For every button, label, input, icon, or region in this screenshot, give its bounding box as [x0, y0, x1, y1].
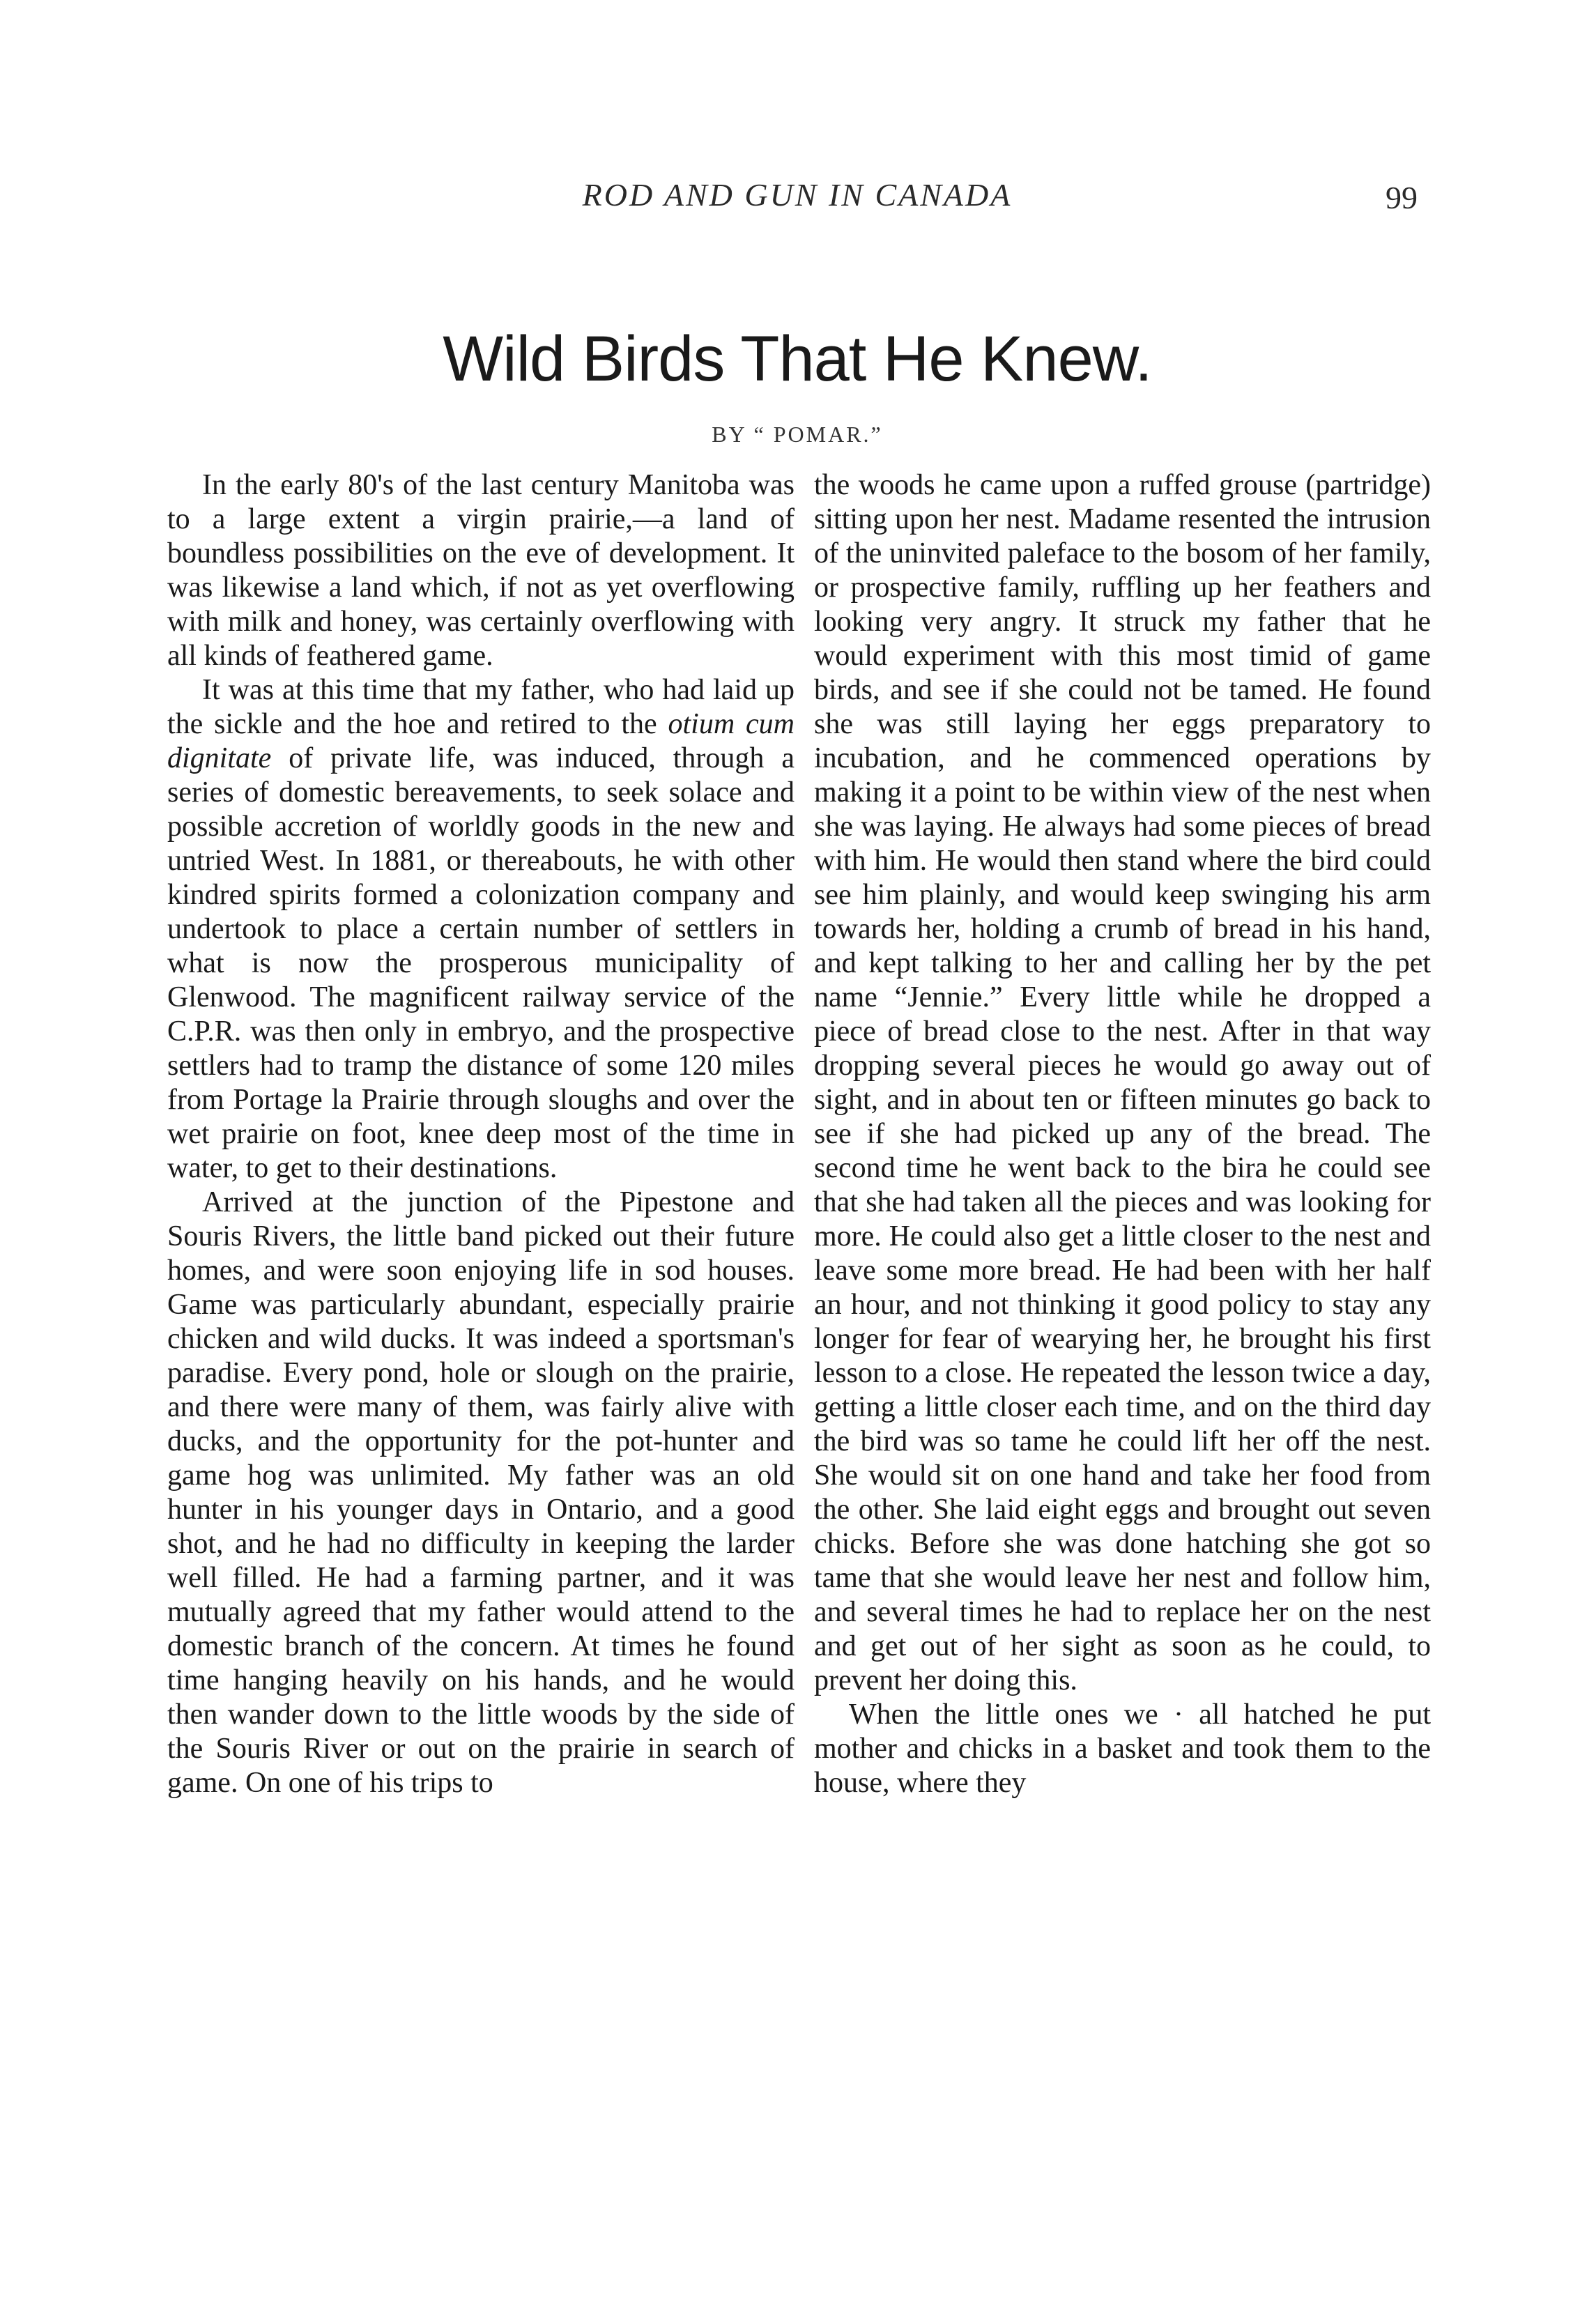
- paragraph-4: the woods he came upon a ruffed grouse (partridge) sitting upon her nest. Madame resented the intrusion of the uninvited paleface to the bosom of her family, or prospective family, ruffling up her feathers and looking very angry. It struck my father that he would experiment with this most timid of game birds, and see if she could not be tamed. He found she was still laying her eggs preparatory to incubation, and he commenced operations by making it a point to be within view of the nest when she was laying. He always had some pieces of bread with him. He would then stand where the bird could see him plainly, and would keep swinging his arm towards her, holding a crumb of bread in his hand, and kept talking to her and calling her by the pet name “Jennie.” Every little while he dropped a piece of bread close to the nest. After in that way dropping several pieces he would go away out of sight, and in about ten or fifteen minutes go back to see if she had picked up any of the bread. The second time he went back to the bira he could see that she had taken all the pieces and was looking for more. He could also get a little closer to the nest and leave some more bread. He had been with her half an hour, and not thinking it good policy to stay any longer for fear of wearying her, he brought his first lesson to a close. He repeated the lesson twice a day, getting a little closer each time, and on the third day the bird was so tame he could lift her off the nest. She would sit on one hand and take her food from the other. She laid eight eggs and brought out seven chicks. Before she was done hatching she got so tame that she would leave her nest and follow him, and several times he had to replace her on the nest and get out of her sight as soon as he could, to prevent her doing this.: [814, 469, 1431, 1696]
- left-column: [167, 468, 795, 1800]
- paragraph-5: When the little ones we · all hatched he put mother and chicks in a basket and took them to the house, where they: [814, 1699, 1431, 1799]
- paragraph-3: Arrived at the junction of the Pipestone and Souris Rivers, the little band picked out their future homes, and were soon enjoying life in sod houses. Game was particularly abundant, especially prairie chicken and wild ducks. It was indeed a sportsman's paradise. Every pond, hole or slough on the prairie, and there were many of them, was fairly alive with ducks, and the opportunity for the pot-hunter and game hog was unlimited. My father was an old hunter in his younger days in Ontario, and a good shot, and he had no difficulty in keeping the larder well filled. He had a farming partner, and it was mutually agreed that my father would attend to the domestic branch of the concern. At times he found time hanging heavily on his hands, and he would then wander down to the little woods by the side of the Souris River or out on the prairie in search of game. On one of his trips to: [167, 1186, 795, 1799]
- right-column: [814, 468, 1431, 1800]
- page-number: 99: [1386, 180, 1418, 215]
- paragraph-1: In the early 80's of the last century Manitoba was to a large extent a virgin prairie,—a land of boundless possibilities on the eve of development. It was likewise a land which, if not as yet overflowing with milk and honey, was certainly overflowing with all kinds of feathered game.: [167, 469, 795, 672]
- paragraph-2: [167, 673, 795, 1186]
- paragraph-2-text-after: of private life, was induced, through a series of domestic bereavements, to seek solace and possible accretion of worldly goods in the new and untried West. In 1881, or thereabouts, he with other kindred spirits formed a colonization company and undertook to place a certain number of settlers in what is now the prosperous municipality of Glenwood. The magnificent railway service of the C.P.R. was then only in embryo, and the prospective settlers had to tramp the distance of some 120 miles from Portage la Prairie through sloughs and over the wet prairie on foot, knee deep most of the time in water, to get to their destinations.: [167, 742, 795, 1184]
- paragraph-2-text-before: It was at this time that my father, who had laid up the sickle and the hoe and retired to the: [167, 674, 795, 740]
- journal-title: ROD AND GUN IN CANADA: [582, 177, 1013, 213]
- byline: BY “ POMAR.”: [712, 422, 883, 447]
- running-header: [170, 174, 1425, 230]
- latin-phrase: otium cum dignitate: [167, 708, 795, 774]
- article-title: Wild Birds That He Knew.: [443, 323, 1152, 394]
